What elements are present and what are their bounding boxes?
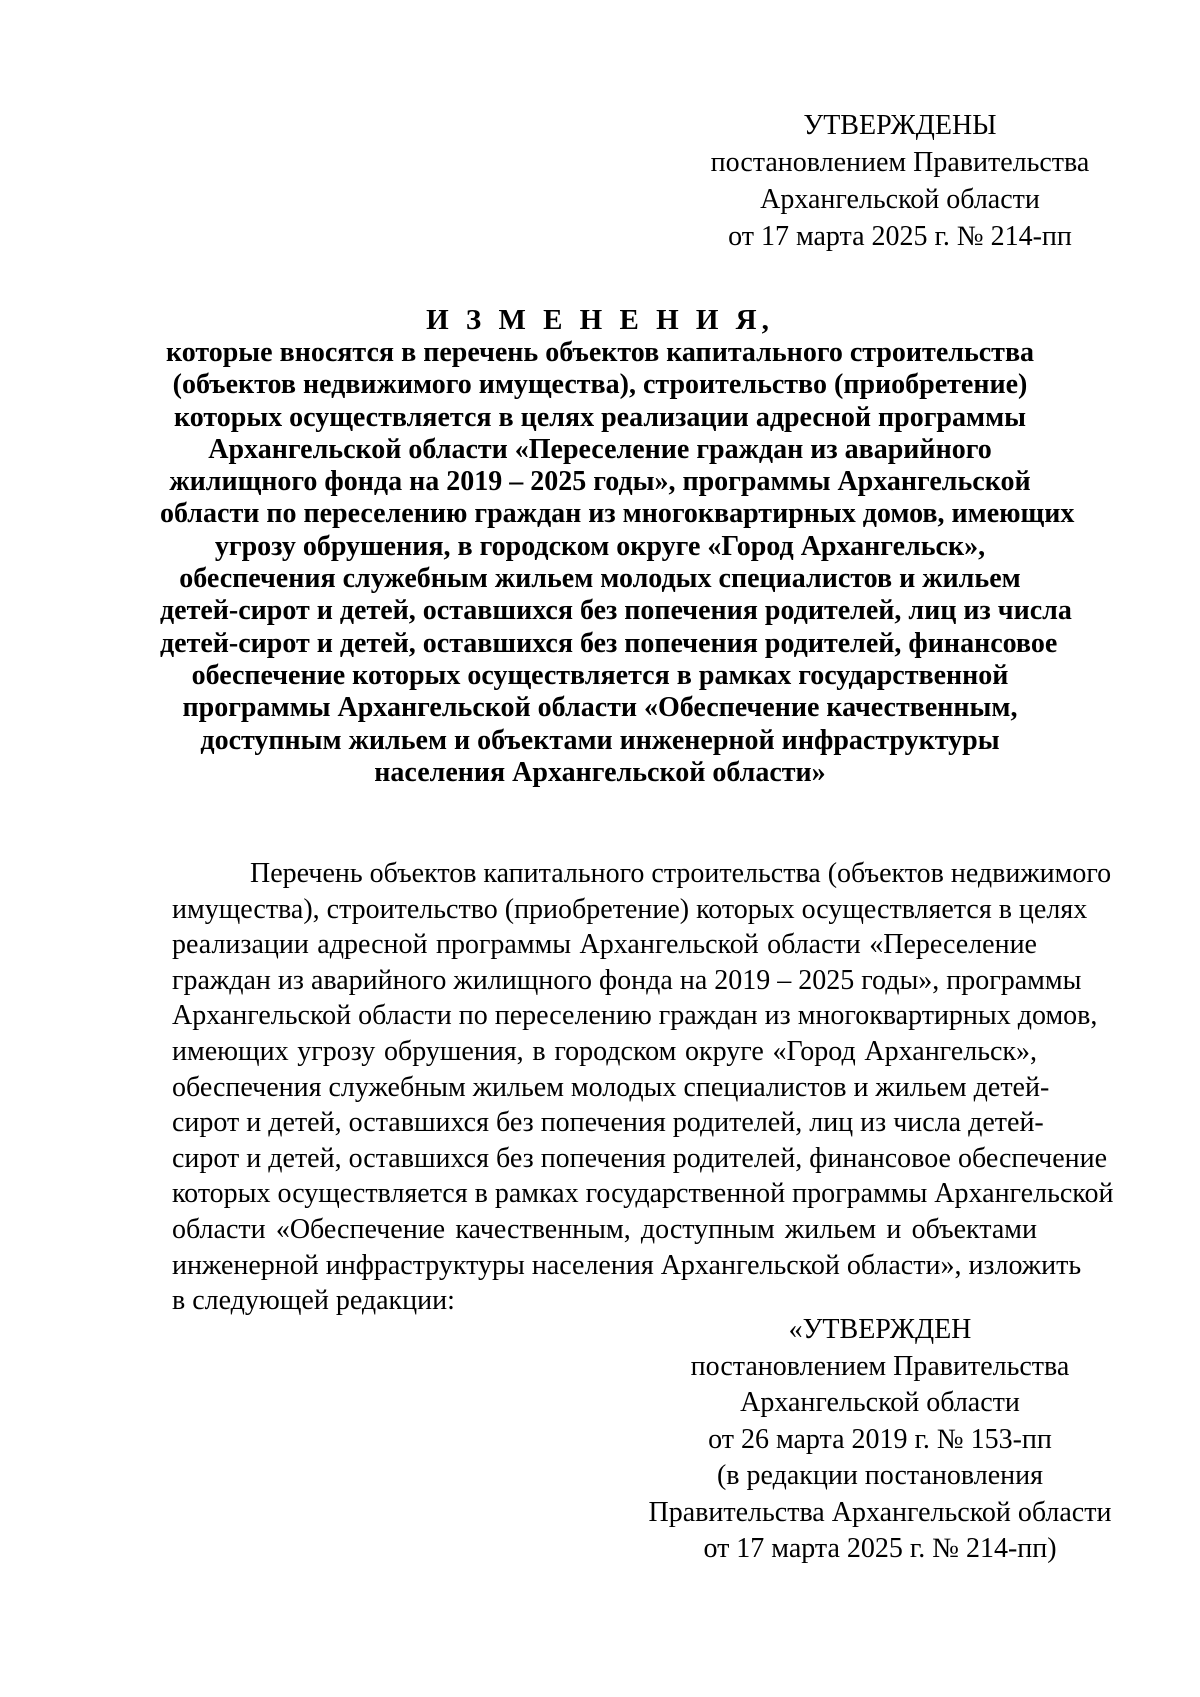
- approval-line: «УТВЕРЖДЕН: [788, 1314, 972, 1345]
- heading-line: детей-сирот и детей, оставшихся без попечения родителей, финансовое: [160, 627, 1058, 659]
- heading-line: угрозу обрушения, в городском округе «Город Архангельск»,: [214, 530, 986, 562]
- paragraph-line: реализации адресной программы Архангельской области «Переселение: [172, 929, 1037, 961]
- body-paragraph: [172, 856, 1114, 1319]
- paragraph-line: имущества), строительство (приобретение) которых осуществляется в целях: [172, 893, 1088, 925]
- paragraph-line: инженерной инфраструктуры населения Архангельской области», изложить: [172, 1249, 1082, 1281]
- heading-line: которые вносятся в перечень объектов капитального строительства: [165, 337, 1035, 368]
- heading-title: И З М Е Н Е Н И Я,: [426, 304, 774, 336]
- document-heading: [160, 303, 1075, 789]
- approval-line: постановлением Правительства: [690, 1350, 1070, 1382]
- paragraph-line: обеспечения служебным жильем молодых специалистов и жильем детей-: [172, 1071, 1050, 1103]
- paragraph-line: области «Обеспечение качественным, доступным жильем и объектами: [172, 1213, 1037, 1245]
- heading-line: доступным жильем и объектами инженерной инфраструктуры: [200, 724, 1000, 756]
- paragraph-line: Архангельской области по переселению граждан из многоквартирных домов,: [172, 1000, 1098, 1032]
- heading-line: которых осуществляется в целях реализации адресной программы: [173, 401, 1027, 433]
- approval-line: от 26 марта 2019 г. № 153-пп: [708, 1423, 1052, 1455]
- heading-line: жилищного фонда на 2019 – 2025 годы», программы Архангельской: [169, 466, 1031, 498]
- approval-line: Архангельской области: [740, 1387, 1020, 1418]
- paragraph-line: в следующей редакции:: [172, 1285, 455, 1317]
- paragraph-line: которых осуществляется в рамках государственной программы Архангельской: [172, 1178, 1114, 1210]
- paragraph-line: Перечень объектов капитального строительства (объектов недвижимого: [250, 858, 1112, 889]
- heading-subtitle: [160, 337, 1075, 789]
- approval-stamp-bottom: [640, 1312, 1120, 1568]
- approval-stamp-top: [680, 107, 1120, 255]
- paragraph-line: сирот и детей, оставшихся без попечения родителей, финансовое обеспечение: [172, 1142, 1108, 1174]
- approval-line: Архангельской области: [760, 184, 1040, 215]
- approval-line: УТВЕРЖДЕНЫ: [803, 110, 997, 141]
- heading-line: обеспечения служебным жильем молодых специалистов и жильем: [179, 563, 1021, 595]
- approval-line: от 17 марта 2025 г. № 214-пп: [728, 221, 1072, 252]
- heading-line: области по переселению граждан из многоквартирных домов, имеющих: [160, 498, 1075, 530]
- paragraph-line: имеющих угрозу обрушения, в городском округе «Город Архангельск»,: [172, 1035, 1037, 1067]
- approval-line: (в редакции постановления: [716, 1460, 1044, 1491]
- approval-line: постановлением Правительства: [710, 147, 1090, 178]
- heading-line: детей-сирот и детей, оставшихся без попечения родителей, лиц из числа: [160, 595, 1072, 627]
- paragraph-line: сирот и детей, оставшихся без попечения родителей, лиц из числа детей-: [172, 1107, 1044, 1139]
- heading-line: Архангельской области «Переселение граждан из аварийного: [208, 433, 992, 465]
- heading-line: программы Архангельской области «Обеспечение качественным,: [182, 692, 1018, 724]
- approval-line: Правительства Архангельской области: [648, 1496, 1112, 1528]
- approval-line: от 17 марта 2025 г. № 214-пп): [703, 1533, 1057, 1564]
- heading-line: (объектов недвижимого имущества), строительство (приобретение): [172, 369, 1028, 401]
- heading-line: обеспечение которых осуществляется в рамках государственной: [191, 659, 1009, 691]
- heading-line: населения Архангельской области»: [374, 756, 826, 788]
- paragraph-line: граждан из аварийного жилищного фонда на 2019 – 2025 годы», программы: [172, 964, 1082, 996]
